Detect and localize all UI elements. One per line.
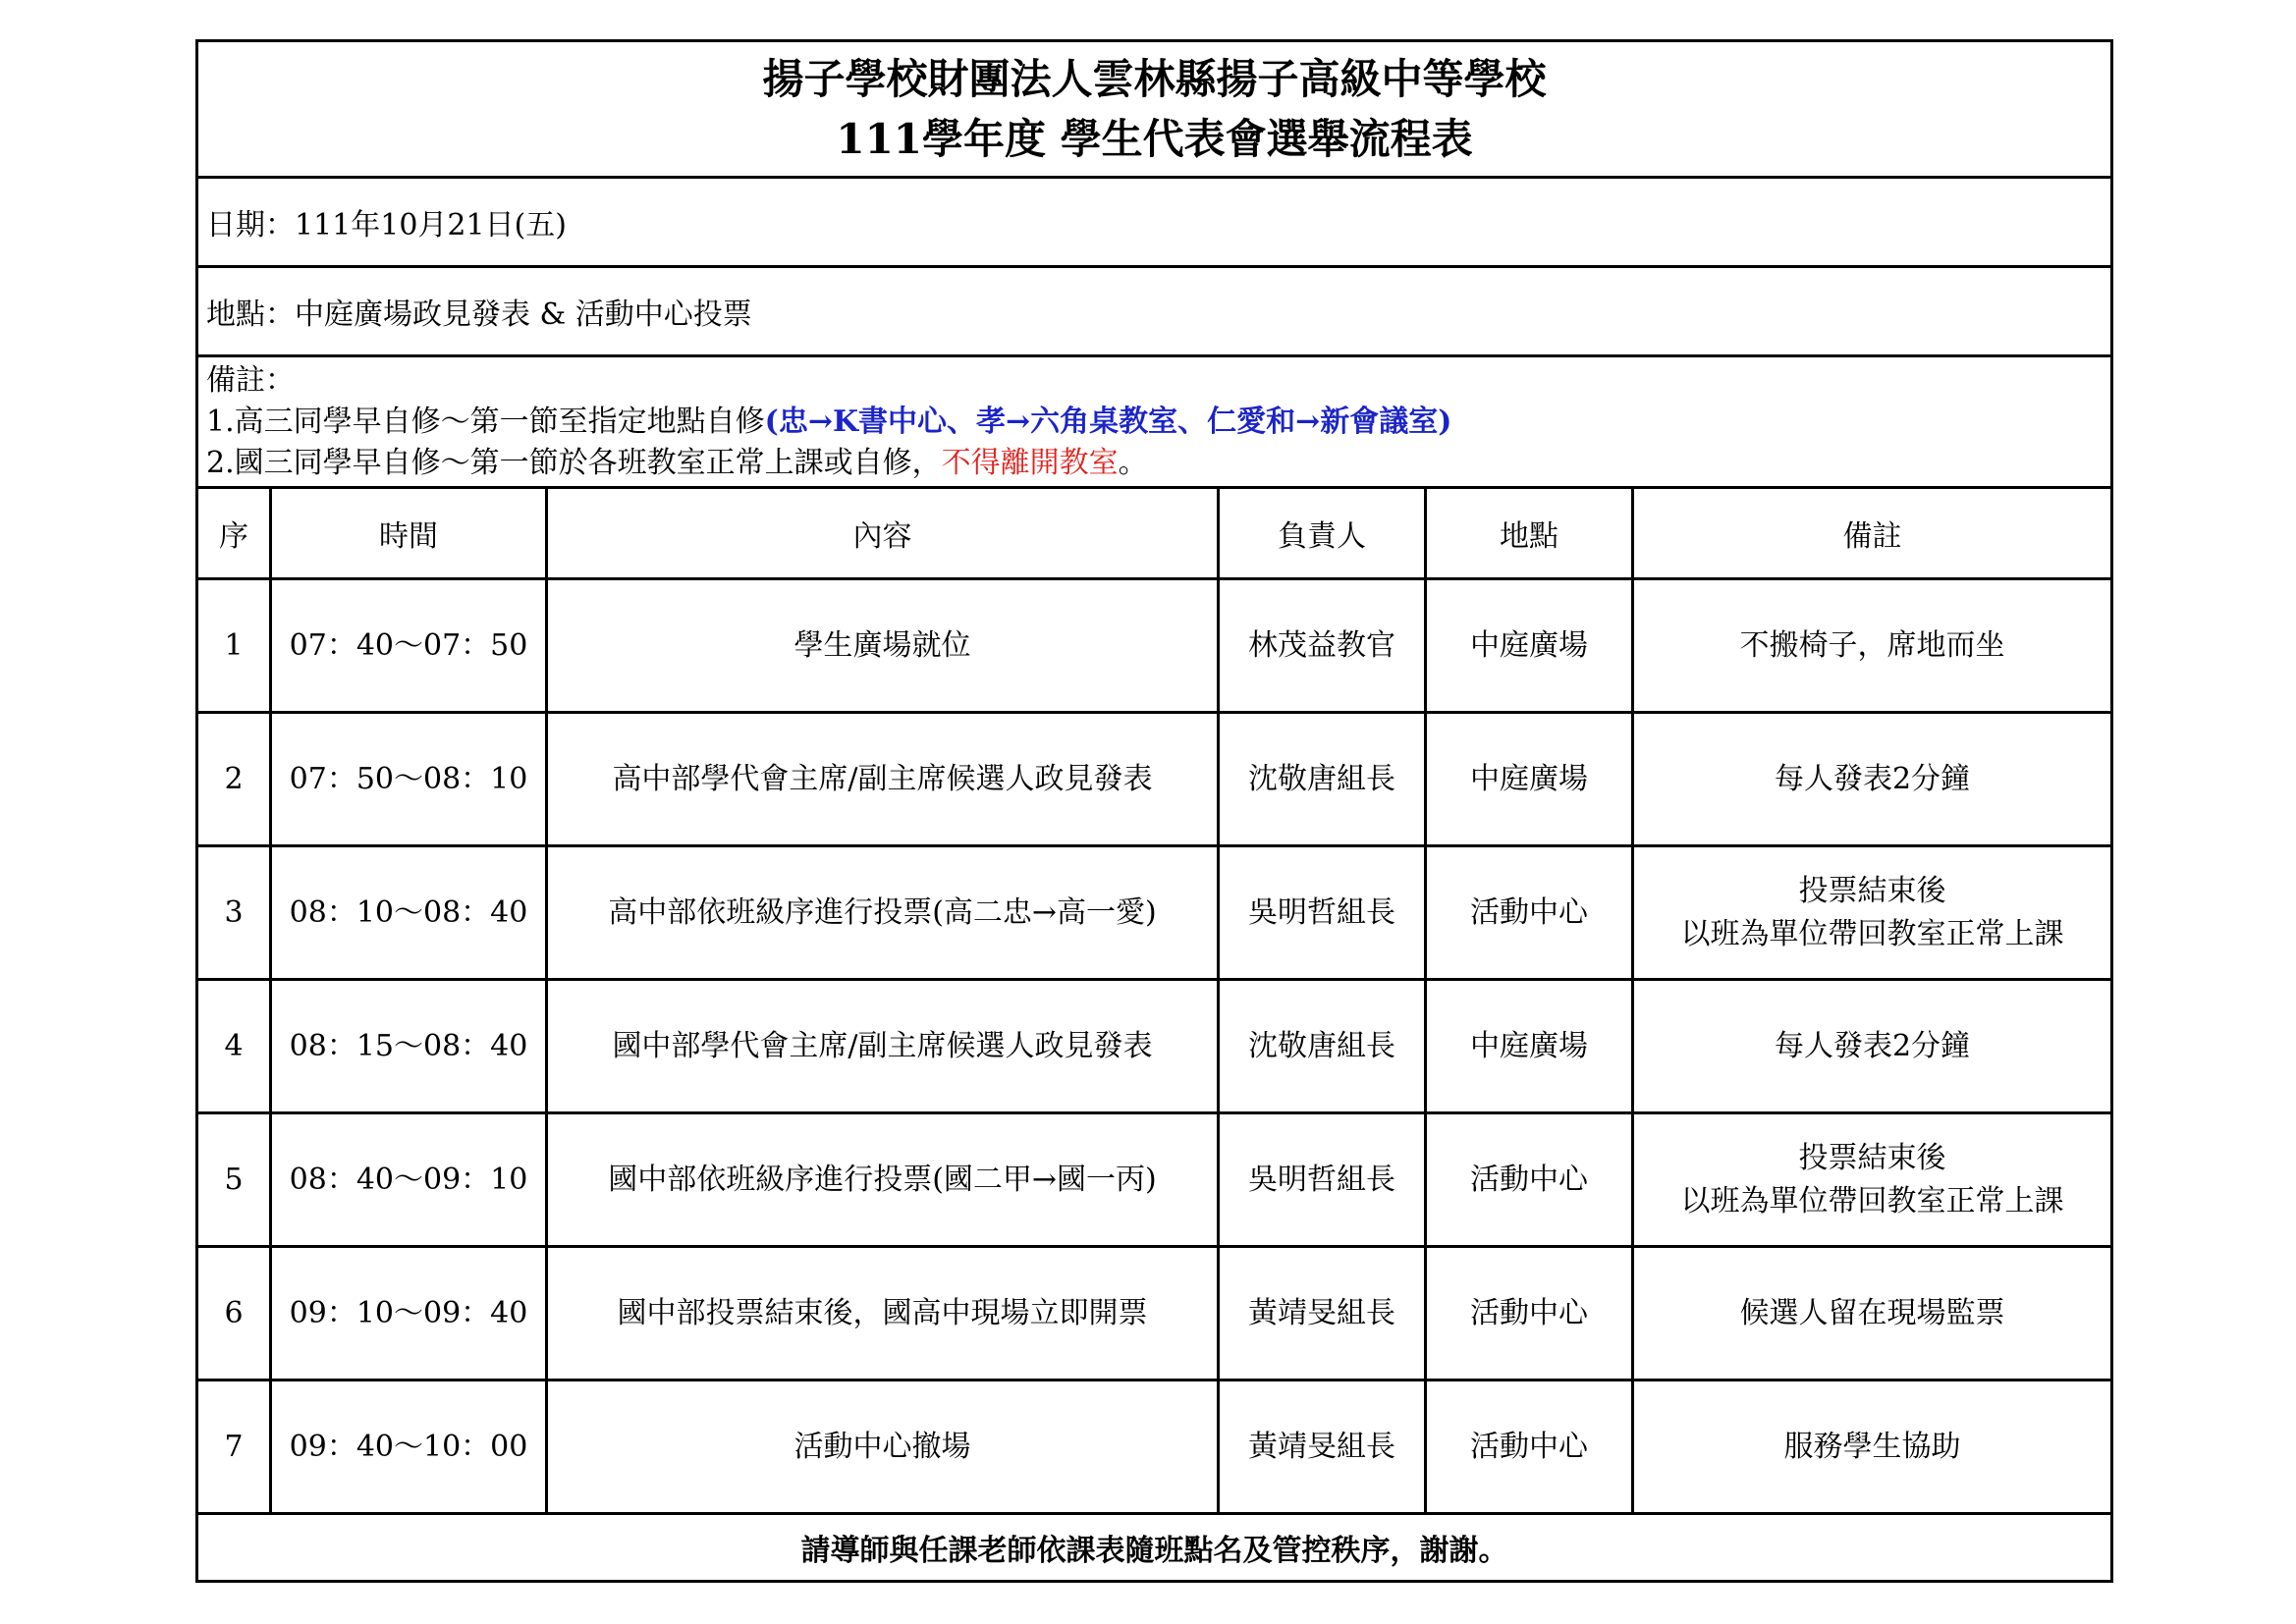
note-1-text: 1.高三同學早自修～第一節至指定地點自修 <box>206 404 765 439</box>
cell-content: 活動中心撤場 <box>547 1380 1219 1514</box>
cell-remark <box>1633 579 2112 713</box>
cell-place: 中庭廣場 <box>1426 713 1633 846</box>
header-cell-remark: 備註 <box>1633 488 2112 579</box>
remark-line-1: 不搬椅子，席地而坐 <box>1739 627 2005 663</box>
title-line-1: 揚子學校財團法人雲林縣揚子高級中等學校 <box>762 55 1547 103</box>
cell-person: 沈敬唐組長 <box>1219 980 1426 1113</box>
cell-content: 高中部依班級序進行投票(高二忠→高一愛) <box>547 846 1219 980</box>
cell-time: 08：15～08：40 <box>271 980 547 1113</box>
cell-person: 黃靖旻組長 <box>1219 1380 1426 1514</box>
cell-time: 08：40～09：10 <box>271 1113 547 1247</box>
cell-remark <box>1633 1380 2112 1514</box>
cell-content: 國中部依班級序進行投票(國二甲→國一丙) <box>547 1113 1219 1247</box>
table-header-row <box>197 488 2112 579</box>
cell-no: 4 <box>197 980 271 1113</box>
cell-no: 7 <box>197 1380 271 1514</box>
remark-line-2: 以班為單位帶回教室正常上課 <box>1680 1183 2064 1218</box>
election-schedule-document <box>195 39 2110 1583</box>
note-line-1 <box>206 402 2110 443</box>
remark-line-1: 投票結束後 <box>1798 873 1946 908</box>
cell-no: 3 <box>197 846 271 980</box>
table-row <box>197 846 2112 980</box>
table-row <box>197 579 2112 713</box>
location-line: 地點：中庭廣場政見發表 & 活動中心投票 <box>197 267 2112 356</box>
cell-remark <box>1633 846 2112 980</box>
note-line-2 <box>206 443 2110 484</box>
cell-remark <box>1633 713 2112 846</box>
cell-place: 中庭廣場 <box>1426 579 1633 713</box>
remark-line-1: 每人發表2分鐘 <box>1774 1028 1971 1063</box>
cell-remark <box>1633 1247 2112 1380</box>
remark-line-1: 每人發表2分鐘 <box>1774 761 1971 796</box>
cell-time: 09：10～09：40 <box>271 1247 547 1380</box>
cell-person: 黃靖旻組長 <box>1219 1247 1426 1380</box>
header-cell-no: 序 <box>197 488 271 579</box>
cell-time: 09：40～10：00 <box>271 1380 547 1514</box>
table-row <box>197 1113 2112 1247</box>
remark-line-1: 候選人留在現場監票 <box>1739 1295 2005 1330</box>
table-row <box>197 713 2112 846</box>
cell-content: 國中部投票結束後，國高中現場立即開票 <box>547 1247 1219 1380</box>
cell-place: 活動中心 <box>1426 1113 1633 1247</box>
header-cell-content: 內容 <box>547 488 1219 579</box>
cell-content: 國中部學代會主席/副主席候選人政見發表 <box>547 980 1219 1113</box>
cell-person: 吳明哲組長 <box>1219 1113 1426 1247</box>
schedule-table <box>195 39 2113 1583</box>
notes-block <box>197 356 2112 488</box>
cell-no: 5 <box>197 1113 271 1247</box>
cell-no: 1 <box>197 579 271 713</box>
footer-note: 請導師與任課老師依課表隨班點名及管控秩序，謝謝。 <box>197 1514 2112 1582</box>
title-line-2: 111學年度 學生代表會選舉流程表 <box>836 115 1473 163</box>
remark-line-1: 投票結束後 <box>1798 1140 1946 1175</box>
note-2-suffix: 。 <box>1118 445 1148 480</box>
header-cell-person: 負責人 <box>1219 488 1426 579</box>
cell-place: 中庭廣場 <box>1426 980 1633 1113</box>
date-line: 日期：111年10月21日(五) <box>197 178 2112 267</box>
remark-line-1: 服務學生協助 <box>1783 1429 1961 1464</box>
cell-place: 活動中心 <box>1426 1380 1633 1514</box>
cell-time: 07：50～08：10 <box>271 713 547 846</box>
note-2-highlight: 不得離開教室 <box>941 445 1119 480</box>
cell-person: 沈敬唐組長 <box>1219 713 1426 846</box>
header-cell-time: 時間 <box>271 488 547 579</box>
notes-heading: 備註： <box>206 362 295 398</box>
cell-no: 2 <box>197 713 271 846</box>
cell-content: 學生廣場就位 <box>547 579 1219 713</box>
cell-place: 活動中心 <box>1426 1247 1633 1380</box>
note-2-text: 2.國三同學早自修～第一節於各班教室正常上課或自修， <box>206 445 942 480</box>
table-row <box>197 980 2112 1113</box>
cell-remark <box>1633 1113 2112 1247</box>
document-title <box>197 41 2112 178</box>
cell-person: 吳明哲組長 <box>1219 846 1426 980</box>
table-row <box>197 1380 2112 1514</box>
cell-content: 高中部學代會主席/副主席候選人政見發表 <box>547 713 1219 846</box>
header-cell-place: 地點 <box>1426 488 1633 579</box>
cell-remark <box>1633 980 2112 1113</box>
cell-person: 林茂益教官 <box>1219 579 1426 713</box>
cell-place: 活動中心 <box>1426 846 1633 980</box>
remark-line-2: 以班為單位帶回教室正常上課 <box>1680 916 2064 951</box>
note-1-highlight: (忠→K書中心、孝→六角桌教室、仁愛和→新會議室) <box>764 404 1452 439</box>
cell-no: 6 <box>197 1247 271 1380</box>
table-row <box>197 1247 2112 1380</box>
cell-time: 07：40～07：50 <box>271 579 547 713</box>
cell-time: 08：10～08：40 <box>271 846 547 980</box>
